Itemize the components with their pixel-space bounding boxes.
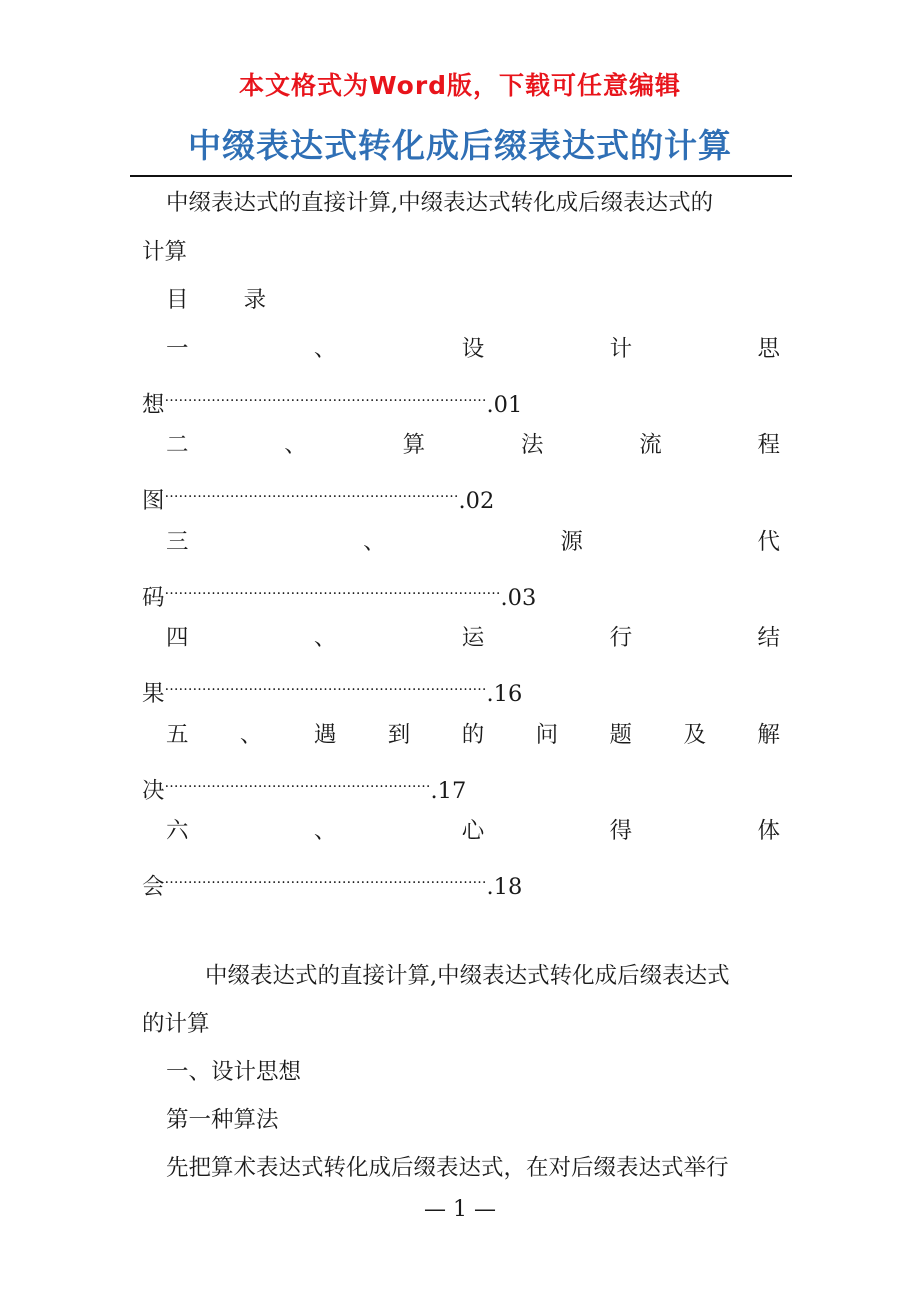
toc-char: 程 [757, 432, 780, 458]
toc-char: 计 [609, 336, 633, 362]
toc-char: 结 [757, 625, 780, 651]
toc-char: 、 [313, 818, 337, 844]
toc-char: 设 [461, 336, 485, 362]
toc-char: 、 [313, 336, 337, 362]
toc-char: 遇 [313, 722, 337, 748]
toc-entry-4-head [166, 623, 780, 653]
title-rule [130, 175, 792, 177]
toc-char: 法 [520, 432, 544, 458]
toc-char: 、 [313, 625, 337, 651]
toc-char: 运 [461, 625, 485, 651]
toc-char: 一 [166, 336, 189, 362]
toc-char: 二 [166, 432, 189, 458]
toc-char: 思 [757, 336, 780, 362]
toc-entry-4-tail[interactable] [142, 671, 782, 709]
toc-char: 、 [284, 432, 307, 458]
intro-line-1: 中缀表达式的直接计算,中缀表达式转化成后缀表达式的 [166, 190, 714, 216]
toc-char: 得 [609, 818, 633, 844]
toc-heading [166, 285, 806, 315]
toc-char: 四 [166, 625, 189, 651]
toc-entry-5-head [166, 720, 780, 750]
toc-char: 算 [402, 432, 426, 458]
toc-entry-6-head [166, 816, 780, 846]
body-paragraph-2-line-1: 先把算术表达式转化成后缀表达式，在对后缀表达式举行 [166, 1155, 729, 1181]
toc-char: 题 [609, 722, 633, 748]
toc-char: 的 [461, 722, 485, 748]
toc-leader-dots: ……………………………………………………… [164, 485, 459, 501]
toc-char: 行 [609, 625, 633, 651]
toc-page-number: .01 [486, 392, 523, 418]
toc-char: 体 [757, 818, 780, 844]
toc-char: 、 [239, 722, 263, 748]
intro-line-2: 计算 [142, 239, 188, 265]
body-paragraph-1-line-1: 中缀表达式的直接计算,中缀表达式转化成后缀表达式 [205, 963, 730, 989]
toc-entry-6-tail[interactable] [142, 864, 782, 902]
toc-char: 心 [461, 818, 485, 844]
toc-tail-char: 会 [142, 874, 165, 900]
toc-entry-2-tail[interactable] [142, 478, 782, 516]
toc-char: 流 [639, 432, 662, 458]
toc-char: 及 [683, 722, 706, 748]
toc-heading-char-2: 录 [243, 287, 267, 313]
toc-page-number: .18 [486, 874, 523, 900]
toc-page-number: .16 [486, 681, 523, 707]
toc-char: 问 [535, 722, 559, 748]
toc-page-number: .17 [430, 778, 467, 804]
toc-leader-dots: …………………………………………………………… [164, 871, 487, 887]
toc-char: 到 [387, 722, 411, 748]
toc-entry-3-tail[interactable] [142, 575, 782, 613]
toc-entry-1-head [166, 334, 780, 364]
toc-page-number: .03 [500, 585, 537, 611]
toc-entry-5-tail[interactable] [142, 768, 782, 806]
toc-leader-dots: …………………………………………………………… [164, 678, 487, 694]
toc-char: 三 [166, 529, 189, 555]
toc-tail-char: 果 [142, 681, 165, 707]
document-title: 中缀表达式转化成后缀表达式的计算 [188, 126, 732, 165]
download-banner: 本文格式为Word版，下载可任意编辑 [238, 71, 682, 100]
subsection-heading: 第一种算法 [166, 1107, 279, 1133]
toc-entry-3-head [166, 527, 780, 557]
body-paragraph-1-line-2: 的计算 [142, 1011, 210, 1037]
page-number: — 1 — [424, 1197, 496, 1222]
toc-tail-char: 码 [142, 585, 165, 611]
toc-entry-1-tail[interactable] [142, 382, 782, 420]
toc-char: 代 [757, 529, 780, 555]
toc-char: 源 [560, 529, 583, 555]
toc-heading-char-1: 目 [166, 287, 189, 313]
toc-tail-char: 图 [142, 488, 165, 514]
toc-char: 五 [166, 722, 189, 748]
section-heading: 一、设计思想 [166, 1059, 302, 1085]
toc-leader-dots: ………………………………………………… [164, 775, 431, 791]
toc-tail-char: 决 [142, 778, 165, 804]
toc-char: 、 [363, 529, 386, 555]
toc-entry-2-head [166, 430, 780, 460]
toc-leader-dots: …………………………………………………………… [164, 389, 487, 405]
toc-tail-char: 想 [142, 392, 165, 418]
toc-char: 六 [166, 818, 189, 844]
toc-leader-dots: ……………………………………………………………… [164, 582, 501, 598]
toc-page-number: .02 [458, 488, 495, 514]
toc-char: 解 [757, 722, 780, 748]
